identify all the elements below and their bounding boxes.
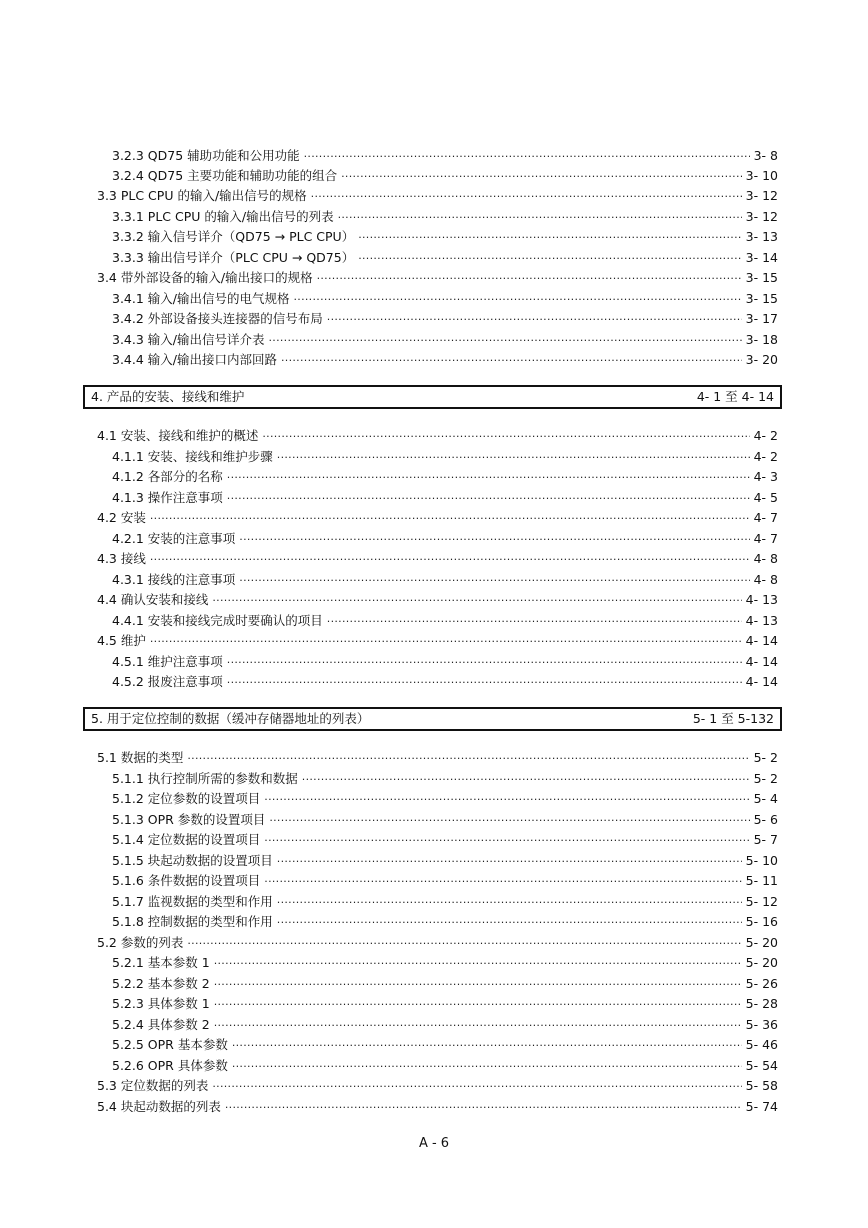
dot-leader	[264, 830, 749, 850]
toc-entry-page: 4- 2	[752, 447, 778, 467]
dot-leader	[214, 994, 742, 1014]
toc-entry-title: 3.4.4 输入/输出接口内部回路	[112, 350, 279, 370]
toc-entry-title: 4.1 安装、接线和维护的概述	[97, 426, 260, 446]
toc-entry[interactable]	[0, 810, 868, 830]
dot-leader	[277, 851, 742, 871]
toc-entry-title: 4.2.1 安装的注意事项	[112, 529, 237, 549]
toc-entry-title: 4.3 接线	[97, 549, 148, 569]
dot-leader	[277, 447, 750, 467]
toc-entry[interactable]	[0, 830, 868, 850]
toc-entry-title: 3.3 PLC CPU 的输入/输出信号的规格	[97, 186, 309, 206]
toc-entry[interactable]	[0, 748, 868, 768]
toc-entry[interactable]	[0, 672, 868, 692]
toc-entry[interactable]	[0, 769, 868, 789]
toc-entry[interactable]	[0, 207, 868, 227]
toc-entry-page: 3- 15	[744, 268, 778, 288]
toc-entry-page: 4- 8	[752, 549, 778, 569]
dot-leader	[239, 529, 749, 549]
toc-entry-title: 5.1.7 监视数据的类型和作用	[112, 892, 275, 912]
dot-leader	[214, 953, 742, 973]
toc-entry-title: 4.1.1 安装、接线和维护步骤	[112, 447, 275, 467]
toc-entry[interactable]	[0, 1015, 868, 1035]
dot-leader	[232, 1056, 742, 1076]
toc-entry[interactable]	[0, 892, 868, 912]
dot-leader	[269, 330, 742, 350]
toc-entry-title: 5.3 定位数据的列表	[97, 1076, 210, 1096]
toc-entry[interactable]	[0, 871, 868, 891]
dot-leader	[277, 892, 742, 912]
dot-leader	[311, 186, 742, 206]
toc-entry-page: 4- 5	[752, 488, 778, 508]
chapter-heading	[83, 385, 782, 409]
dot-leader	[227, 672, 742, 692]
toc-entry-title: 3.4.1 输入/输出信号的电气规格	[112, 289, 292, 309]
dot-leader	[150, 631, 742, 651]
dot-leader	[150, 549, 750, 569]
toc-entry-title: 5.1.4 定位数据的设置项目	[112, 830, 262, 850]
page-number: A - 6	[418, 1136, 450, 1151]
toc-entry[interactable]	[0, 611, 868, 631]
toc-entry-page: 3- 14	[744, 248, 778, 268]
toc-entry-page: 3- 12	[744, 186, 778, 206]
dot-leader	[304, 146, 750, 166]
toc-entry-page: 4- 14	[744, 672, 778, 692]
toc-entry-title: 4.3.1 接线的注意事项	[112, 570, 237, 590]
toc-entry-page: 4- 13	[744, 611, 778, 631]
toc-entry-page: 5- 54	[744, 1056, 778, 1076]
toc-entry[interactable]	[0, 146, 868, 166]
dot-leader	[327, 309, 742, 329]
toc-entry[interactable]	[0, 1097, 868, 1117]
toc-entry-page: 3- 8	[752, 146, 778, 166]
toc-entry-title: 5.2.3 具体参数 1	[112, 994, 212, 1014]
toc-entry-title: 5.2 参数的列表	[97, 933, 185, 953]
toc-entry[interactable]	[0, 1035, 868, 1055]
toc-entry-page: 5- 7	[752, 830, 778, 850]
toc-entry[interactable]	[0, 248, 868, 268]
dot-leader	[214, 1015, 742, 1035]
toc-entry-page: 5- 2	[752, 748, 778, 768]
toc-entry-page: 3- 20	[744, 350, 778, 370]
chapter-page-range: 4- 1 至 4- 14	[696, 389, 774, 404]
toc-entry-title: 4.4.1 安装和接线完成时要确认的项目	[112, 611, 325, 631]
toc-entry[interactable]	[0, 488, 868, 508]
toc-entry-title: 3.2.3 QD75 辅助功能和公用功能	[112, 146, 302, 166]
toc-entry[interactable]	[0, 974, 868, 994]
toc-entry[interactable]	[0, 912, 868, 932]
toc-entry-title: 5.1 数据的类型	[97, 748, 185, 768]
toc-entry-title: 5.1.6 条件数据的设置项目	[112, 871, 262, 891]
toc-entry-title: 3.4 带外部设备的输入/输出接口的规格	[97, 268, 315, 288]
toc-entry-title: 3.3.1 PLC CPU 的输入/输出信号的列表	[112, 207, 336, 227]
toc-entry[interactable]	[0, 467, 868, 487]
dot-leader	[281, 350, 742, 370]
toc-entry-page: 4- 14	[744, 631, 778, 651]
toc-entry-page: 5- 46	[744, 1035, 778, 1055]
toc-entry-title: 3.4.3 输入/输出信号详介表	[112, 330, 267, 350]
toc-entry[interactable]	[0, 953, 868, 973]
toc-entry[interactable]	[0, 447, 868, 467]
toc-entry-page: 5- 58	[744, 1076, 778, 1096]
toc-entry[interactable]	[0, 549, 868, 569]
toc-entry-page: 5- 28	[744, 994, 778, 1014]
toc-entry-page: 3- 18	[744, 330, 778, 350]
toc-entry-page: 5- 12	[744, 892, 778, 912]
toc-entry-page: 5- 6	[752, 810, 778, 830]
dot-leader	[227, 652, 742, 672]
dot-leader	[277, 912, 742, 932]
dot-leader	[227, 488, 750, 508]
dot-leader	[302, 769, 750, 789]
dot-leader	[214, 974, 742, 994]
toc-entry-title: 5.1.1 执行控制所需的参数和数据	[112, 769, 300, 789]
toc-entry-page: 5- 20	[744, 953, 778, 973]
toc-entry-page: 4- 7	[752, 529, 778, 549]
toc-entry[interactable]	[0, 309, 868, 329]
dot-leader	[187, 748, 749, 768]
toc-entry-title: 5.1.8 控制数据的类型和作用	[112, 912, 275, 932]
toc-entry-page: 4- 7	[752, 508, 778, 528]
toc-entry-page: 5- 2	[752, 769, 778, 789]
dot-leader	[227, 467, 750, 487]
toc-entry[interactable]	[0, 227, 868, 247]
toc-entry[interactable]	[0, 570, 868, 590]
toc-entry-title: 4.5 维护	[97, 631, 148, 651]
toc-entry[interactable]	[0, 330, 868, 350]
dot-leader	[225, 1097, 742, 1117]
toc-entry[interactable]	[0, 1056, 868, 1076]
toc-entry-title: 4.1.3 操作注意事项	[112, 488, 225, 508]
toc-entry-page: 5- 10	[744, 851, 778, 871]
toc-entry-title: 3.3.3 输出信号详介（PLC CPU → QD75）	[112, 248, 356, 268]
dot-leader	[262, 426, 749, 446]
toc-entry[interactable]	[0, 508, 868, 528]
dot-leader	[150, 508, 750, 528]
toc-entry[interactable]	[0, 590, 868, 610]
dot-leader	[264, 871, 741, 891]
toc-entry[interactable]	[0, 994, 868, 1014]
toc-entry-page: 5- 20	[744, 933, 778, 953]
toc-entry[interactable]	[0, 289, 868, 309]
toc-entry-title: 4.2 安装	[97, 508, 148, 528]
toc-entry[interactable]	[0, 933, 868, 953]
toc-entry-page: 4- 13	[744, 590, 778, 610]
dot-leader	[341, 166, 742, 186]
toc-entry-page: 5- 4	[752, 789, 778, 809]
toc-entry-page: 3- 17	[744, 309, 778, 329]
toc-entry-title: 5.2.2 基本参数 2	[112, 974, 212, 994]
toc-entry[interactable]	[0, 789, 868, 809]
toc-entry-title: 3.3.2 输入信号详介（QD75 → PLC CPU）	[112, 227, 356, 247]
dot-leader	[269, 810, 749, 830]
chapter-page-range: 5- 1 至 5-132	[692, 711, 774, 726]
toc-entry[interactable]	[0, 1076, 868, 1096]
toc-entry-page: 5- 74	[744, 1097, 778, 1117]
dot-leader	[232, 1035, 742, 1055]
toc-entry-title: 4.1.2 各部分的名称	[112, 467, 225, 487]
dot-leader	[239, 570, 749, 590]
dot-leader	[358, 227, 741, 247]
toc-entry[interactable]	[0, 166, 868, 186]
toc-entry-page: 4- 14	[744, 652, 778, 672]
dot-leader	[338, 207, 742, 227]
toc-entry-title: 4.5.2 报废注意事项	[112, 672, 225, 692]
dot-leader	[358, 248, 741, 268]
toc-entry[interactable]	[0, 851, 868, 871]
toc-entry-page: 4- 2	[752, 426, 778, 446]
toc-entry-page: 3- 12	[744, 207, 778, 227]
dot-leader	[294, 289, 742, 309]
toc-entry-page: 5- 36	[744, 1015, 778, 1035]
toc-entry-page: 3- 15	[744, 289, 778, 309]
toc-entry-title: 5.1.3 OPR 参数的设置项目	[112, 810, 267, 830]
toc-entry[interactable]	[0, 268, 868, 288]
toc-entry[interactable]	[0, 631, 868, 651]
dot-leader	[327, 611, 742, 631]
toc-entry-page: 4- 3	[752, 467, 778, 487]
dot-leader	[187, 933, 741, 953]
toc-entry-title: 5.2.5 OPR 基本参数	[112, 1035, 230, 1055]
toc-entry-title: 3.4.2 外部设备接头连接器的信号布局	[112, 309, 325, 329]
toc-entry-title: 5.2.1 基本参数 1	[112, 953, 212, 973]
dot-leader	[212, 590, 741, 610]
toc-entry-page: 3- 10	[744, 166, 778, 186]
toc-entry-title: 5.1.5 块起动数据的设置项目	[112, 851, 275, 871]
toc-entry-page: 5- 16	[744, 912, 778, 932]
toc-entry-page: 4- 8	[752, 570, 778, 590]
toc-entry-page: 5- 11	[744, 871, 778, 891]
toc-entry-page: 5- 26	[744, 974, 778, 994]
toc-entry[interactable]	[0, 186, 868, 206]
toc-entry-title: 5.2.6 OPR 具体参数	[112, 1056, 230, 1076]
chapter-title: 5. 用于定位控制的数据（缓冲存储器地址的列表）	[91, 711, 370, 726]
toc-entry-title: 3.2.4 QD75 主要功能和辅助功能的组合	[112, 166, 339, 186]
toc-entry-title: 5.1.2 定位参数的设置项目	[112, 789, 262, 809]
toc-entry[interactable]	[0, 426, 868, 446]
toc-entry-title: 4.4 确认安装和接线	[97, 590, 210, 610]
toc-entry[interactable]	[0, 350, 868, 370]
toc-entry-title: 5.4 块起动数据的列表	[97, 1097, 223, 1117]
toc-entry-title: 5.2.4 具体参数 2	[112, 1015, 212, 1035]
toc-entry[interactable]	[0, 529, 868, 549]
chapter-title: 4. 产品的安装、接线和维护	[91, 389, 245, 404]
dot-leader	[264, 789, 749, 809]
dot-leader	[212, 1076, 741, 1096]
toc-entry-page: 3- 13	[744, 227, 778, 247]
chapter-heading	[83, 707, 782, 731]
dot-leader	[317, 268, 742, 288]
toc-entry[interactable]	[0, 652, 868, 672]
toc-entry-title: 4.5.1 维护注意事项	[112, 652, 225, 672]
